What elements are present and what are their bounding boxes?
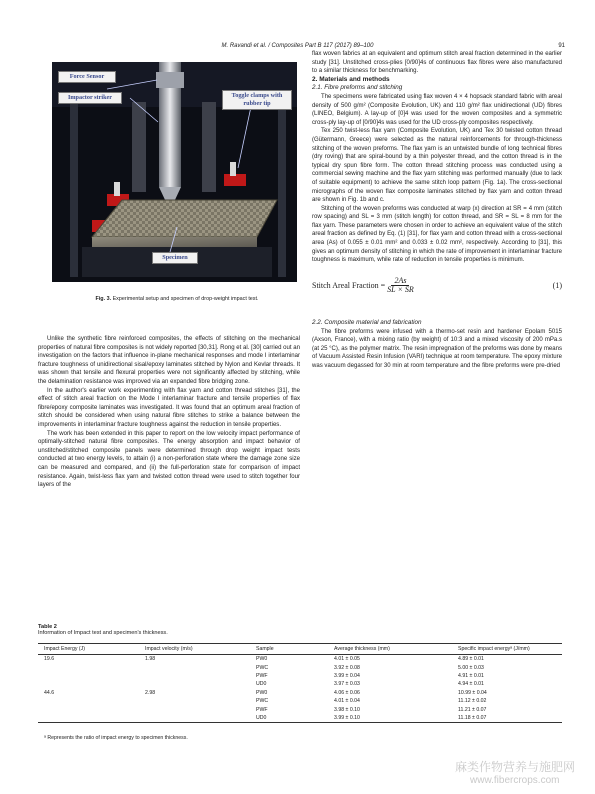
table-cell [38,714,139,723]
paragraph: flax woven fabrics at an equivalent and optimum stitch areal fraction determined in the earlier study [31]. Unstitched cross-plies [0/90]4s of continuous flax fibres were also manufactured to a similar thickness for benchmarking. [312,51,562,75]
table-cell [139,672,250,680]
watermark-chinese: 麻类作物营养与施肥网 [455,760,576,774]
watermark-url: www.fibercrops.com [470,775,560,786]
equation-denominator: SL × SR [387,285,414,295]
table-cell: 4.01 ± 0.05 [334,656,360,663]
equation-lhs: Stitch Areal Fraction = [312,280,386,290]
table-cell: PWF [256,706,268,713]
right-column [312,50,562,371]
impact-test-table [38,643,562,723]
paragraph: Tex 250 twist-less flax yarn (Composite Evolution, UK) and Tex 30 twisted cotton thread (Gütermann, Greece) were selected as the natural reinforcements for through-thickness stitching of the woven preforms. The flax yarn is an untwisted bundle of long technical fibres (dry roving) that are spiral-bound by a thin polyester thread, and the cotton thread is in the typical dry spun fibre form. The cotton thread stitching process was conducted using a commercial sewing machine and the flax yarn stitching was performed manually (due to lack of suitable equipment) to achieve the same stitch loop pattern (Fig. 1a). The cross-sectional micrographs of the woven flax composite laminates stitched by flax yarn and cotton thread are shown in Fig. 1b and c. [312,128,562,204]
table-header: Average thickness (mm) [328,644,452,655]
figure-caption-text: Experimental setup and specimen of drop-weight impact test. [112,296,259,302]
table-cell: PWC [256,664,269,671]
table-cell: 2.98 [145,689,156,696]
equation-fraction [387,277,414,295]
table-cell [139,697,250,705]
equation-stitch-areal-fraction [312,277,562,295]
table-title: Information of Impact test and specimen's thickness. [38,630,168,636]
table-row [38,655,562,664]
paragraph: Unlike the synthetic fibre reinforced composites, the effects of stitching on the mechanical properties of natural fibre composites is not widely reported [30,31]. Rong et al. [30] carried out an investigation on the factors that influence in-plane mechanical responses and mode I interlaminar fracture toughness of unidirectional sisal/epoxy laminates stitched by Nylon and Kevlar threads. It was shown that tensile and flexural properties were not significantly affected by stitching, while the delamination resistance was improved via an expanded fibre bridging zone. [38,336,300,385]
table-cell: 3.99 ± 0.10 [328,714,452,723]
journal-citation: M. Ravandi et al. / Composites Part B 117 (2017) 89–100 [221,43,374,49]
impactor-striker-label: Impactor striker [58,92,122,104]
paragraph: Stitching of the woven preforms was conducted at warp (x) direction at SR = 4 mm (stitch row spacing) and SL = 3 mm (stitch length) for cotton thread, and SR = SL = 8 mm for the flax yarn. These parameters were chosen in order to achieve an equivalent value of the stitch areal fraction as defined by Eq. (1) [31], for flax yarn and cotton thread with a cross-sectional area (As) of 0.055 ± 0.01 mm² and 0.033 ± 0.02 mm², respectively. According to [31], this gives an optimum density of stitching in which the rate of improvement in interlaminar fracture toughness is maximum, while rate of reduction in tensile properties is minimum. [312,205,562,264]
subsection-heading: 2.2. Composite material and fabrication [312,319,422,327]
paragraph: In the author's earlier work experimenting with flax yarn and cotton thread stitches [31], the effect of stitch areal fraction on the Mode I interlaminar fracture and tensile properties of flax fibre/epoxy composite laminates was investigated. It was found that an optimum areal fraction of stitch should be considered when using natural fibre stitches to strike a balance between the improvements in interlaminar fracture toughness against the reduction in tensile properties. [38,387,300,428]
table-cell [38,705,139,713]
table-cell: PW0 [256,656,268,663]
page-number: 91 [558,43,565,49]
force-sensor-label: Force Sensor [58,71,116,83]
table-cell [38,663,139,671]
experimental-setup-photo [52,62,297,282]
table-header: Specific impact energyᵃ (J/mm) [452,644,562,655]
table-row [38,714,562,723]
specimen-label: Specimen [152,252,198,264]
subsection-heading: 2.1. Fibre preforms and stitching [312,84,403,92]
table-cell: 4.06 ± 0.06 [334,689,360,696]
table-cell: 5.00 ± 0.03 [458,664,484,671]
table-cell [139,680,250,688]
table-cell [139,663,250,671]
table-cell: 3.92 ± 0.08 [334,664,360,671]
table-cell: 4.91 ± 0.01 [458,672,484,679]
table-cell: 19.6 [44,656,55,663]
table-cell: 10.99 ± 0.04 [458,689,487,696]
table-cell: PWF [256,672,268,679]
table-row [38,689,562,697]
paragraph: The work has been extended in this paper to report on the low velocity impact performance of optimally-stitched natural fibre composites. The energy absorption and impact behavior of unstitched/stitched composite panels were determined through drop weight impact tests conducted at two energy levels, to attain (i) a non-perforation state where the damage zone size can be measured and compared, and (ii) the full-perforation state for comparison of impact resistance. Again, twist-less flax yarn and twisted cotton thread were used to stitch together four layers of the [38,430,300,489]
table-cell: 1.98 [145,656,156,663]
table-cell: 4.01 ± 0.04 [334,698,360,705]
table-cell: UD0 [256,681,267,688]
table-cell: 11.18 ± 0.07 [452,714,562,723]
table-cell [38,680,139,688]
table-cell: 3.98 ± 0.10 [334,706,360,713]
table-header: Impact Energy (J) [38,644,139,655]
table-footnote: ᵃ Represents the ratio of impact energy to specimen thickness. [44,735,188,741]
table-row [38,680,562,688]
table-label: Table 2 [38,624,57,630]
table-row [38,663,562,671]
table-cell [38,697,139,705]
table-header: Impact velocity (m/s) [139,644,250,655]
toggle-clamps-label: Toggle clamps with rubber tip [222,90,292,110]
table-cell: 4.94 ± 0.01 [458,681,484,688]
table-cell: UD0 [250,714,328,723]
left-column [38,335,300,490]
section-heading: 2. Materials and methods [312,75,390,83]
table-header: Sample [250,644,328,655]
table-header-row [38,644,562,655]
paragraph: The specimens were fabricated using flax woven 4 × 4 hopsack standard fabric with areal density of 500 g/m² (Composite Evolution, UK) and 110 g/m² flax unidirectional (UD) fibres (LINEO, Belgium). A lay-up of [0]4 was used for the woven composites and a symmetric cross-ply lay-up of [0/90]4s was used for the UD cross-ply composites respectively. [312,93,562,126]
table-cell: 4.89 ± 0.01 [458,656,484,663]
table-cell: PWC [256,698,269,705]
table-row [38,705,562,713]
table-row [38,697,562,705]
figure-caption-label: Fig. 3. [95,296,112,302]
table-cell: 3.99 ± 0.04 [334,672,360,679]
table-cell [139,714,250,723]
equation-number: (1) [552,280,562,290]
table-row [38,672,562,680]
paragraph: The fibre preforms were infused with a thermo-set resin and hardener Epolam 5015 (Axson, France), with a mixing ratio (by weight) of 10:3 and a mixed viscosity of 200 mPa.s (at 25 °C), as the polymer matrix. The resin impregnation of the preforms was done by means of Vacuum Assisted Resin Infusion (VARI) technique at room temperature. The epoxy mixture was vacuum degassed for 30 min at room temperature and the fibre preforms were pre-dried [312,328,563,369]
table-cell: 11.21 ± 0.07 [458,706,487,713]
table-cell: PW0 [256,689,268,696]
table-cell: 11.12 ± 0.02 [458,698,487,705]
equation-numerator: 2As [391,277,409,287]
table-cell [38,672,139,680]
figure-caption [52,296,302,302]
table-caption [38,624,168,636]
table-cell: 3.97 ± 0.03 [334,681,360,688]
table-cell [139,705,250,713]
table-cell: 44.6 [44,689,55,696]
